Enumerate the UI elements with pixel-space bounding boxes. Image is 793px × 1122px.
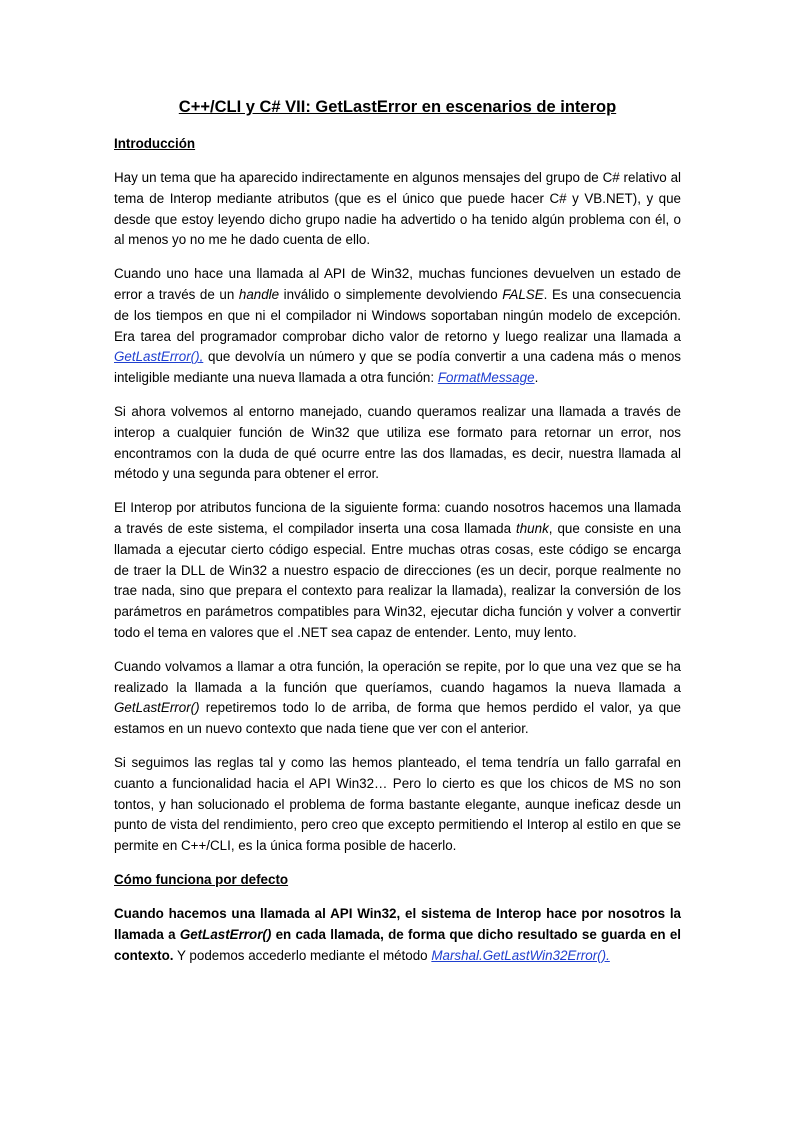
document-body [114,96,681,979]
text-span: inválido o simplemente devolviendo [279,286,503,302]
text-span: El Interop por atributos funciona de la siguiente forma: cuando nosotros hacemos una llamada a través de este sistema, el compilador inserta una cosa llamada [114,500,681,536]
text-span: Y podemos accederlo mediante el método [173,947,432,963]
getlasterror-link[interactable]: GetLastError(), [114,349,204,365]
page-title: C++/CLI y C# VII: GetLastError en escenarios de interop [178,98,617,116]
paragraph-6: Si seguimos las reglas tal y como las hemos planteado, el tema tendría un fallo garrafal en cuanto a funcionalidad hacia el API Win32… Pero lo cierto es que los chicos de MS no son tontos, y han solucionado el problema de forma bastante elegante, aunque ineficaz desde un punto de vista del rendimiento, pero creo que excepto permitiendo el Interop al estilo en que se permite en C++/CLI, es la única forma posible de hacerlo. [114,754,681,854]
paragraph-1: Hay un tema que ha aparecido indirectamente en algunos mensajes del grupo de C# relativo al tema de Interop mediante atributos (que es el único que puede hacer C# y VB.NET), y que desde que estoy leyendo dicho grupo nadie ha advertido o ha tenido algún problema con él, o al menos yo no me he dado cuenta de ello. [114,170,681,248]
text-span: , que consiste en una llamada a ejecutar cierto código especial. Entre muchas otras cosas, este código se encarga de traer la DLL de Win32 a nuestro espacio de direcciones (es un decir, porque realmente no trae nada, sino que prepara el contexto para realizar la llamada), realizar la conversión de los parámetros en parámetros compatibles para Win32, ejecutar dicha función y volver a convertir todo el tema en valores que el .NET sea capaz de entender. Lento, muy lento. [114,520,681,640]
paragraph-4 [114,498,681,644]
paragraph-2 [114,264,681,389]
paragraph-5 [114,657,681,740]
formatmessage-link[interactable]: FormatMessage [437,370,535,386]
section-heading-introduccion: Introducción [114,136,196,151]
paragraph-3: Si ahora volvemos al entorno manejado, cuando queramos realizar una llamada a través de interop a cualquier función de Win32 que utiliza ese formato para retornar un error, nos encontramos con la duda de qué ocurre entre las dos llamadas, es decir, nuestra llamada al método y una segunda para obtener el error. [114,403,681,482]
text-span: Cuando uno hace una llamada al API de Win32, muchas funciones devuelven un estado de error a través de un [114,266,681,302]
emphasis-getlasterror-bold: GetLastError() [179,926,272,942]
text-span: . Es una consecuencia de los tiempos en que ni el compilador ni Windows soportaban ningún modelo de excepción. Era tarea del programador comprobar dicho valor de retorno y luego realizar una llamada a [114,286,681,344]
text-span: repetiremos todo lo de arriba, de forma que hemos perdido el valor, ya que estamos en un nuevo contexto que nada tiene que ver con el anterior. [114,700,681,737]
emphasis-handle: handle [238,286,280,302]
text-span: en cada llamada, de forma que dicho resultado se guarda en el contexto. [114,926,681,963]
emphasis-false: FALSE [502,286,544,302]
marshal-getlastwin32error-link[interactable]: Marshal.GetLastWin32Error(). [431,947,610,963]
emphasis-getlasterror: GetLastError() [114,700,200,716]
text-span: . [534,370,539,386]
text-span: que devolvía un número y que se podía convertir a una cadena más o menos inteligible mediante una nueva llamada a otra función: [114,349,681,386]
paragraph-7 [114,904,681,966]
emphasis-thunk: thunk [516,520,549,536]
text-span: Cuando hacemos una llamada al API Win32, el sistema de Interop hace por nosotros la llamada a [114,905,681,942]
text-span: Cuando volvamos a llamar a otra función, la operación se repite, por lo que una vez que se ha realizado la llamada a la función que queríamos, cuando hagamos la nueva llamada a [114,658,681,695]
section-heading-como-funciona: Cómo funciona por defecto [114,871,289,887]
